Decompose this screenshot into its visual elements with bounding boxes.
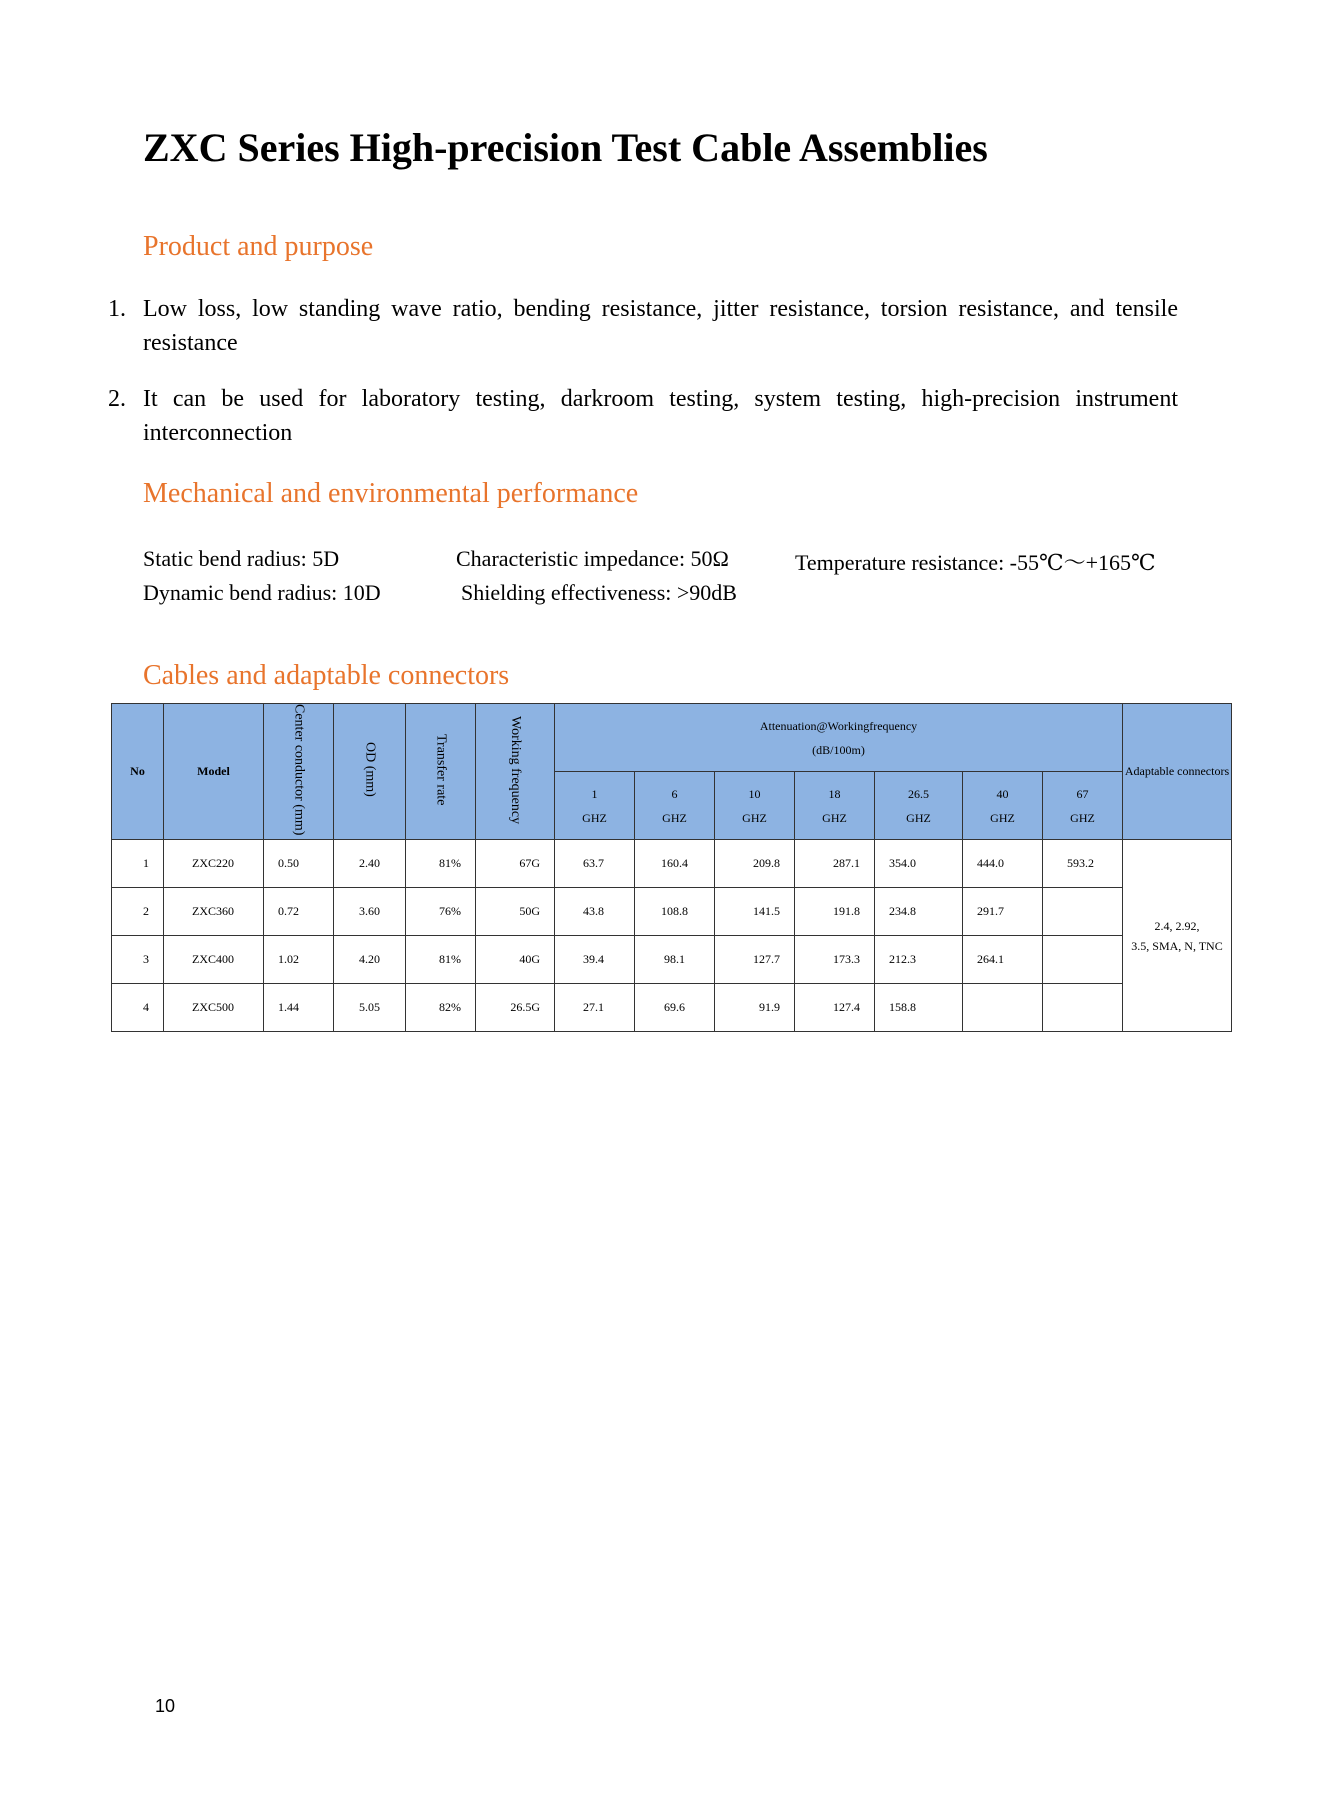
cell-attenuation: 160.4: [635, 840, 715, 888]
list-item: [108, 382, 1178, 450]
cell-attenuation: 127.4: [795, 984, 875, 1032]
cell-attenuation: 593.2: [1043, 840, 1123, 888]
section-heading-cables: Cables and adaptable connectors: [143, 660, 510, 691]
cell-od: 3.60: [334, 888, 406, 936]
header-freq-1: 1 GHZ: [555, 772, 635, 840]
cell-center-conductor: 0.72: [264, 888, 334, 936]
cell-attenuation: 173.3: [795, 936, 875, 984]
list-text: It can be used for laboratory testing, darkroom testing, system testing, high-precision instrument interconnection: [143, 386, 1178, 446]
header-freq-40: 40 GHZ: [963, 772, 1043, 840]
cell-attenuation: [1043, 984, 1123, 1032]
cell-adaptable-connectors: 2.4, 2.92, 3.5, SMA, N, TNC: [1123, 840, 1232, 1032]
cell-model: ZXC400: [164, 936, 264, 984]
cell-model: ZXC220: [164, 840, 264, 888]
cell-model: ZXC360: [164, 888, 264, 936]
spec-static-bend-radius: Static bend radius: 5D: [143, 546, 340, 571]
table-row: [112, 840, 1232, 888]
header-od: OD (mm): [334, 704, 406, 840]
cell-od: 5.05: [334, 984, 406, 1032]
header-freq-26-5: 26.5 GHZ: [875, 772, 963, 840]
cell-center-conductor: 0.50: [264, 840, 334, 888]
cell-attenuation: 91.9: [715, 984, 795, 1032]
table-row: [112, 984, 1232, 1032]
cell-no: 4: [112, 984, 164, 1032]
list-text: Low loss, low standing wave ratio, bending resistance, jitter resistance, torsion resistance, and tensile resistance: [143, 296, 1178, 356]
header-adaptable-connectors: Adaptable connectors: [1123, 704, 1232, 840]
cell-attenuation: 141.5: [715, 888, 795, 936]
spec-dynamic-bend-radius: Dynamic bend radius: 10D: [143, 580, 381, 605]
cell-attenuation: 264.1: [963, 936, 1043, 984]
cell-transfer-rate: 81%: [406, 840, 476, 888]
cell-no: 2: [112, 888, 164, 936]
table-row: [112, 936, 1232, 984]
cell-transfer-rate: 81%: [406, 936, 476, 984]
cell-no: 3: [112, 936, 164, 984]
cell-attenuation: 98.1: [635, 936, 715, 984]
header-center-conductor: Center conductor (mm): [264, 704, 334, 840]
cell-attenuation: [1043, 888, 1123, 936]
header-freq-6: 6 GHZ: [635, 772, 715, 840]
attenuation-unit: (dB/100m): [812, 742, 865, 757]
header-model: Model: [164, 704, 264, 840]
cell-od: 2.40: [334, 840, 406, 888]
attenuation-title: Attenuation@Workingfrequency: [759, 718, 918, 733]
table-row: [112, 888, 1232, 936]
spec-characteristic-impedance: Characteristic impedance: 50Ω: [456, 546, 729, 571]
cell-attenuation: 63.7: [555, 840, 635, 888]
header-freq-10: 10 GHZ: [715, 772, 795, 840]
section-heading-product-purpose: Product and purpose: [143, 231, 374, 262]
header-attenuation: [555, 704, 1123, 772]
header-freq-18: 18 GHZ: [795, 772, 875, 840]
cell-attenuation: 127.7: [715, 936, 795, 984]
cell-transfer-rate: 82%: [406, 984, 476, 1032]
spec-shielding-effectiveness: Shielding effectiveness: >90dB: [461, 580, 737, 605]
header-transfer-rate: Transfer rate: [406, 704, 476, 840]
cell-attenuation: [1043, 936, 1123, 984]
cell-od: 4.20: [334, 936, 406, 984]
cell-working-frequency: 40G: [476, 936, 555, 984]
list-number: 2.: [108, 386, 126, 412]
spec-temperature-resistance: Temperature resistance: -55℃～+165℃: [795, 550, 1156, 575]
cell-attenuation: 354.0: [875, 840, 963, 888]
cell-attenuation: 158.8: [875, 984, 963, 1032]
cell-no: 1: [112, 840, 164, 888]
cell-attenuation: 209.8: [715, 840, 795, 888]
cell-attenuation: 444.0: [963, 840, 1043, 888]
cell-attenuation: [963, 984, 1043, 1032]
cell-working-frequency: 50G: [476, 888, 555, 936]
cell-attenuation: 287.1: [795, 840, 875, 888]
cable-spec-table: [111, 703, 1232, 1032]
cell-center-conductor: 1.44: [264, 984, 334, 1032]
header-no: No: [112, 704, 164, 840]
cell-working-frequency: 67G: [476, 840, 555, 888]
cell-attenuation: 43.8: [555, 888, 635, 936]
cell-working-frequency: 26.5G: [476, 984, 555, 1032]
cell-model: ZXC500: [164, 984, 264, 1032]
header-freq-67: 67 GHZ: [1043, 772, 1123, 840]
header-working-frequency: Working frequency: [476, 704, 555, 840]
cell-attenuation: 39.4: [555, 936, 635, 984]
list-item: [108, 292, 1178, 360]
page-number: 10: [155, 1696, 176, 1716]
cell-attenuation: 27.1: [555, 984, 635, 1032]
cell-attenuation: 291.7: [963, 888, 1043, 936]
section-heading-mechanical: Mechanical and environmental performance: [143, 478, 639, 509]
cell-attenuation: 234.8: [875, 888, 963, 936]
list-number: 1.: [108, 296, 126, 322]
cell-attenuation: 191.8: [795, 888, 875, 936]
cell-attenuation: 108.8: [635, 888, 715, 936]
cell-center-conductor: 1.02: [264, 936, 334, 984]
cell-attenuation: 69.6: [635, 984, 715, 1032]
cell-attenuation: 212.3: [875, 936, 963, 984]
cell-transfer-rate: 76%: [406, 888, 476, 936]
page-title: ZXC Series High-precision Test Cable Assemblies: [143, 125, 988, 170]
